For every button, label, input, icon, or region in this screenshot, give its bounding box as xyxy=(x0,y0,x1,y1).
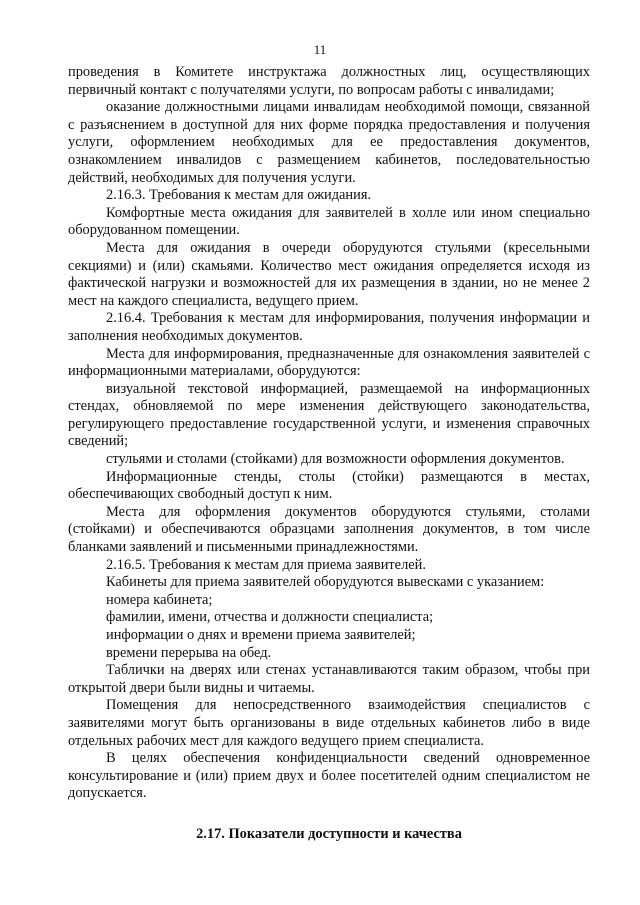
paragraph: Места для ожидания в очереди оборудуются стульями (кресельными секциями) и (или) скамьями. Количество мест ожидания определяется исходя из фактической нагрузки и возможностей для их размещения в здании, но не менее 2 мест на каждого специалиста, ведущего прием. xyxy=(68,239,590,309)
paragraph: Помещения для непосредственного взаимодействия специалистов с заявителями могут быть организованы в виде отдельных кабинетов либо в виде отдельных рабочих мест для каждого ведущего прием специалиста. xyxy=(68,697,590,749)
page-number: 11 xyxy=(313,42,327,57)
paragraph: Комфортные места ожидания для заявителей в холле или ином специально оборудованном помещении. xyxy=(68,204,590,239)
section-heading: 2.17. Показатели доступности и качества xyxy=(196,825,462,842)
paragraph: Места для оформления документов оборудуются стульями, столами (стойками) и обеспечиваются образцами заполнения документов, в том числе бланками заявлений и письменными принадлежностями. xyxy=(68,503,590,556)
list-item: визуальной текстовой информацией, размещаемой на информационных стендах, обновляемой по мере изменения действующего законодательства, регулирующего предоставление государственной услуги, и изменения справочных сведений; xyxy=(68,380,590,450)
document-body xyxy=(68,64,590,844)
subsection-title: 2.16.3. Требования к местам для ожидания. xyxy=(106,187,372,204)
list-item: времени перерыва на обед. xyxy=(106,644,272,661)
paragraph: проведения в Комитете инструктажа должностных лиц, осуществляющих первичный контакт с получателями услуги, по вопросам работы с инвалидами; xyxy=(68,64,590,98)
paragraph: Информационные стенды, столы (стойки) размещаются в местах, обеспечивающих свободный доступ к ним. xyxy=(68,468,590,503)
list-item: номера кабинета; xyxy=(106,591,213,608)
paragraph: Таблички на дверях или стенах устанавливаются таким образом, чтобы при открытой двери были видны и читаемы. xyxy=(68,662,590,696)
list-item: информации о днях и времени приема заявителей; xyxy=(106,627,416,643)
paragraph: Кабинеты для приема заявителей оборудуются вывесками с указанием: xyxy=(106,574,545,591)
subsection-title: 2.16.4. Требования к местам для информирования, получения информации и заполнения необходимых документов. xyxy=(68,310,590,344)
list-item: стульями и столами (стойками) для возможности оформления документов. xyxy=(106,451,565,468)
subsection-title: 2.16.5. Требования к местам для приема заявителей. xyxy=(106,556,426,573)
paragraph: В целях обеспечения конфиденциальности сведений одновременное консультирование и (или) прием двух и более посетителей одним специалистом не допускается. xyxy=(68,750,590,802)
paragraph: Места для информирования, предназначенные для ознакомления заявителей с информационными материалами, оборудуются: xyxy=(68,345,590,380)
list-item: фамилии, имени, отчества и должности специалиста; xyxy=(106,609,434,626)
paragraph: оказание должностными лицами инвалидам необходимой помощи, связанной с разъяснением в доступной для них форме порядка предоставления и получения услуги, оформлением необходимых для ее предоставления документов, ознакомлением инвалидов с размещением кабинетов, последовательностью действий, необходимых для получения услуги. xyxy=(68,99,590,186)
